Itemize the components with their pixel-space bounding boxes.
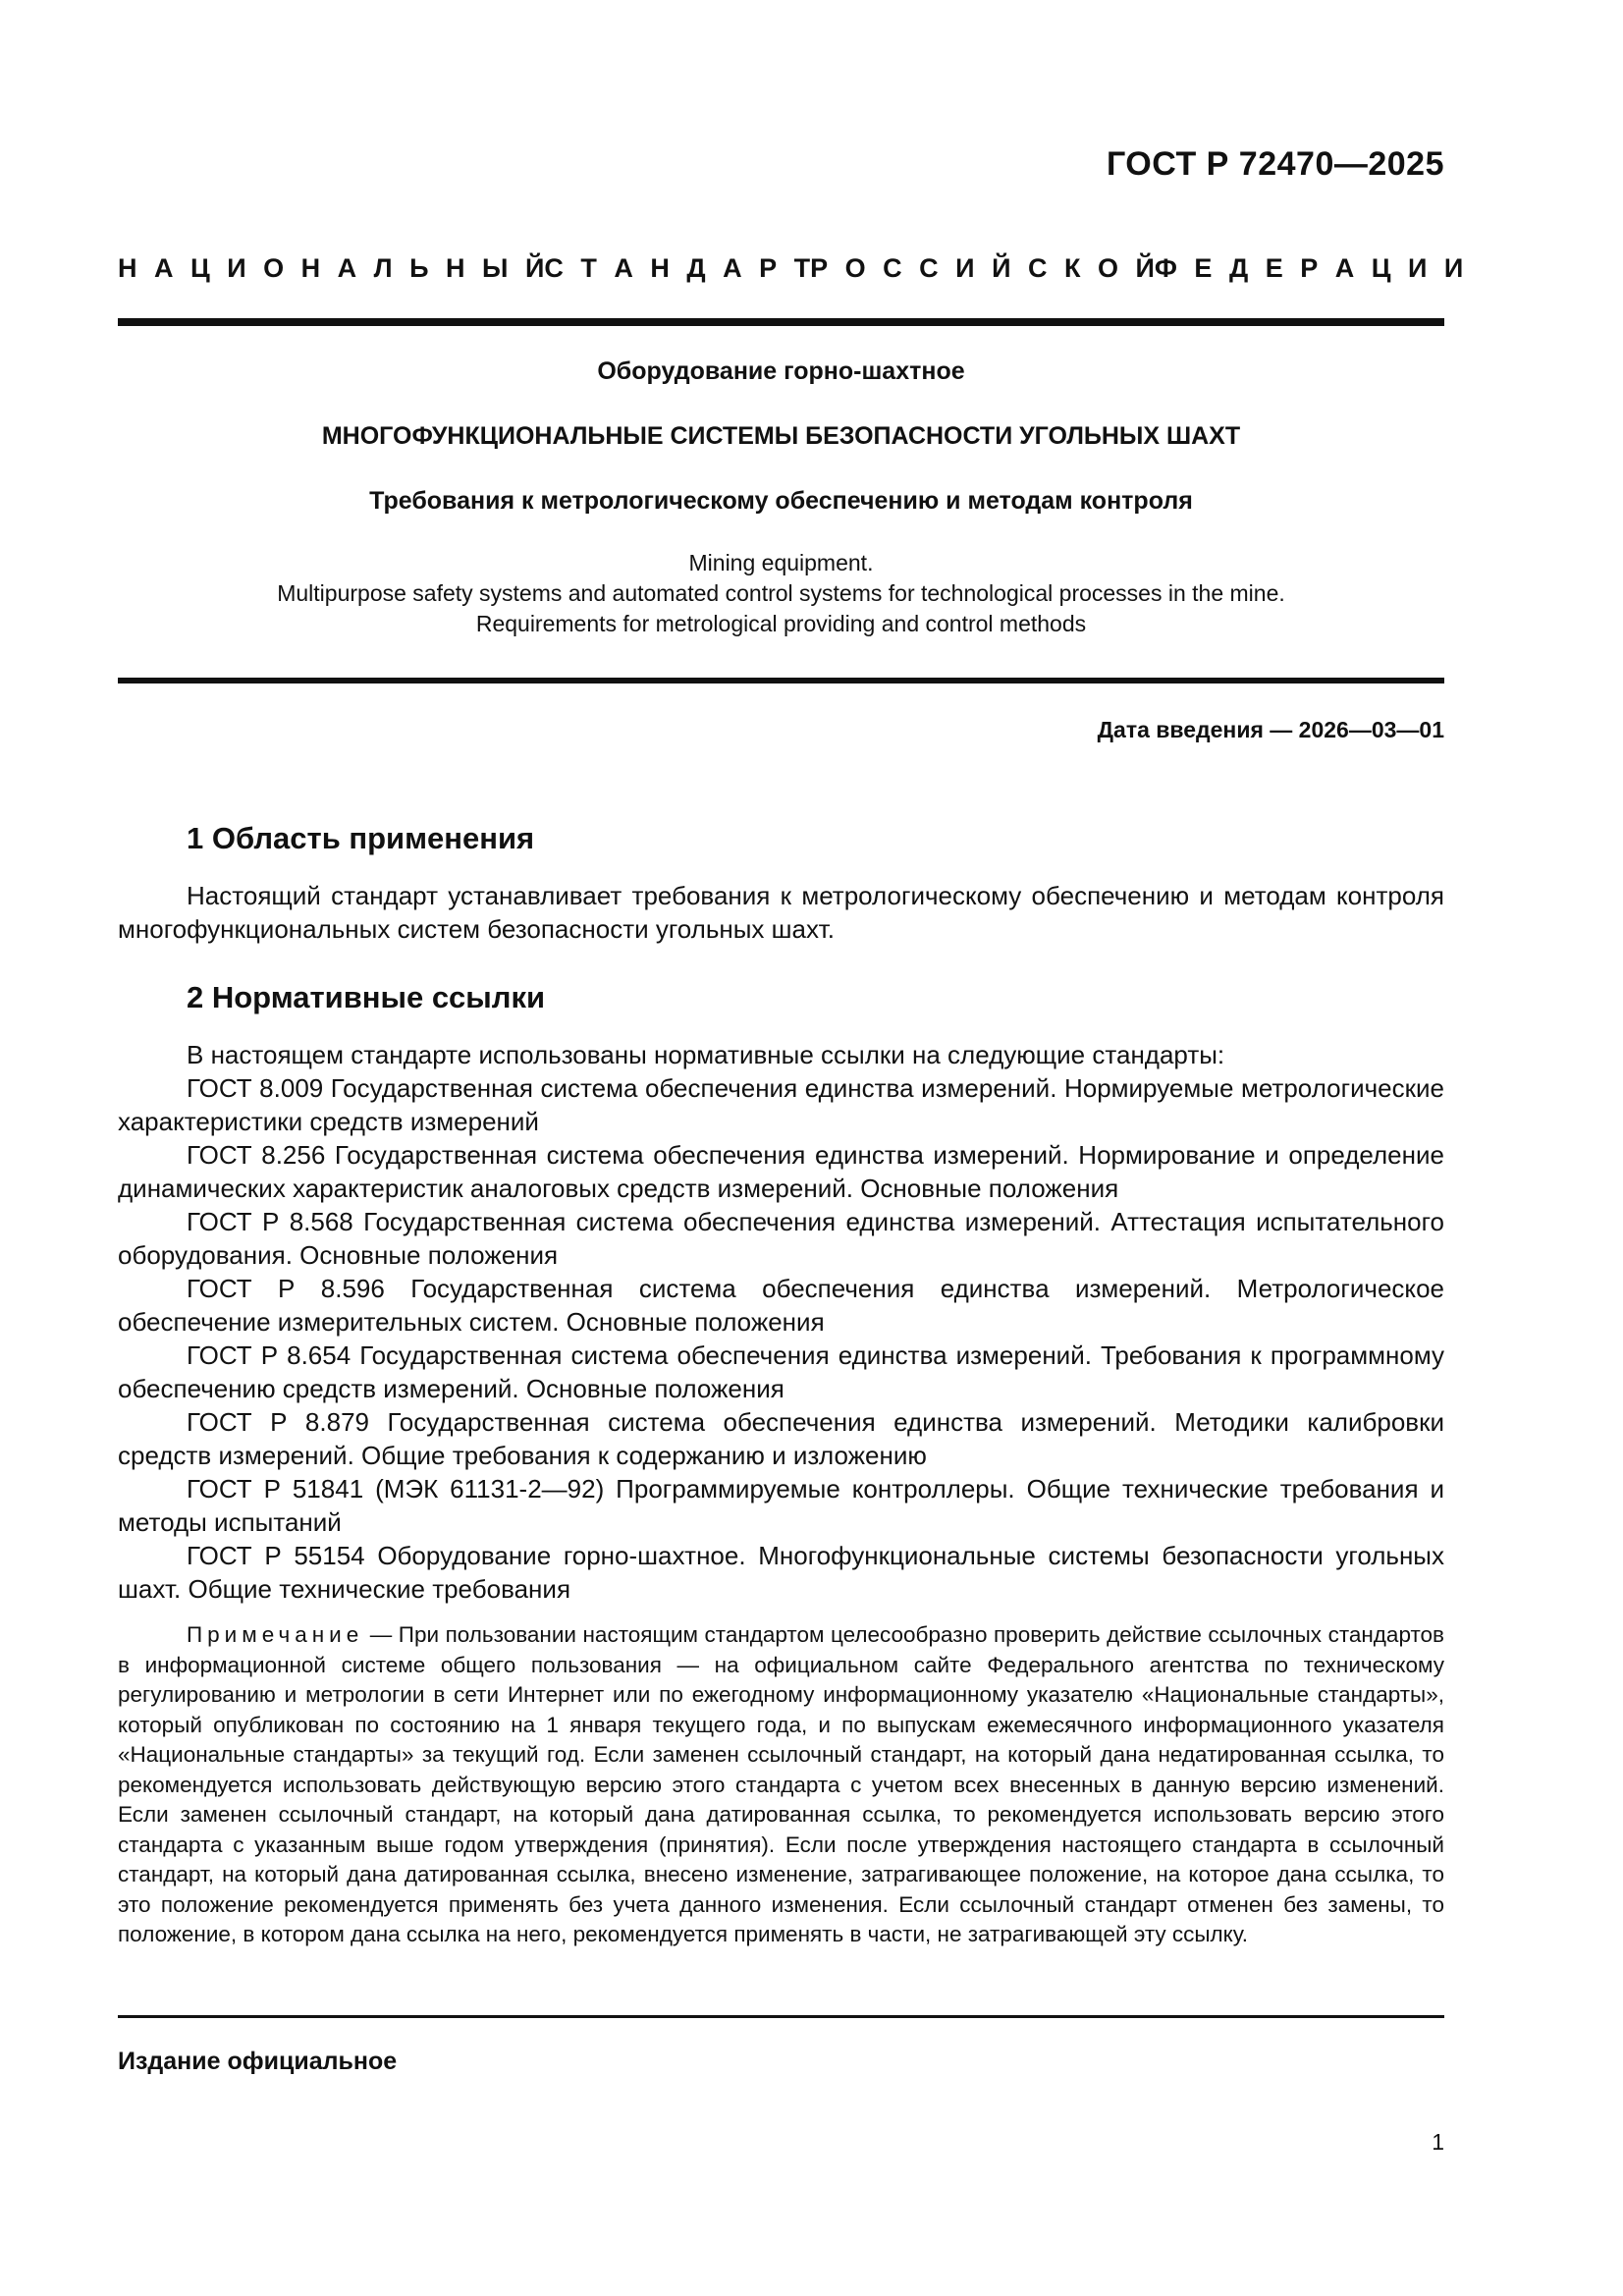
document-title: МНОГОФУНКЦИОНАЛЬНЫЕ СИСТЕМЫ БЕЗОПАСНОСТИ УГОЛЬНЫХ ШАХТ [321, 422, 1241, 450]
banner-letter: Р [810, 253, 829, 283]
banner-word-2 [544, 253, 810, 284]
reference-item: ГОСТ Р 55154 Оборудование горно-шахтное. Многофункциональные системы безопасности угольных шахт. Общие технические требования [118, 1541, 1444, 1604]
standard-designation: ГОСТ Р 72470—2025 [1106, 145, 1444, 183]
reference-item: ГОСТ Р 8.568 Государственная система обеспечения единства измерений. Аттестация испытательного оборудования. Основные положения [118, 1207, 1444, 1270]
banner-letter: Ц [190, 253, 210, 283]
note-text: — При пользовании настоящим стандартом целесообразно проверить действие ссылочных стандартов в информационной системе общего пользования — на официальном сайте Федерального агентства по техническому регулированию и метрологии в сети Интернет или по ежегодному информационному указателю «Национальные стандарты», который опубликован по состоянию на 1 января текущего года, и по выпускам ежемесячного информационного указателя «Национальные стандарты» за текущий год. Если заменен ссылочный стандарт, на который дана недатированная ссылка, то рекомендуется использовать действующую версию этого стандарта с учетом всех внесенных в данную версию изменений. Если заменен ссылочный стандарт, на который дана датированная ссылка, то рекомендуется использовать версию этого стандарта с указанным выше годом утверждения (принятия). Если после утверждения настоящего стандарта в ссылочный стандарт, на который дана датированная ссылка, внесено изменение, затрагивающее положение, на которое дана ссылка, то это положение рекомендуется применять без учета данного изменения. Если ссылочный стандарт отменен без замены, то положение, в котором дана ссылка на него, рекомендуется применять в части, не затрагивающей эту ссылку. [118, 1622, 1444, 1946]
section-1-body [118, 879, 1444, 946]
banner-letter: О [263, 253, 285, 283]
banner-letter: А [723, 253, 742, 283]
banner-word-1 [118, 253, 544, 284]
english-title-line: Multipurpose safety systems and automated control systems for technological processes in the mine. [277, 580, 1285, 606]
banner-letter: А [614, 253, 633, 283]
reference-item: ГОСТ Р 8.654 Государственная система обеспечения единства измерений. Требования к программному обеспечению средств измерений. Основные положения [118, 1340, 1444, 1403]
banner-letter: Н [446, 253, 465, 283]
banner-letter: Ц [1371, 253, 1391, 283]
banner-letter: Д [686, 253, 706, 283]
banner-letter: А [1334, 253, 1355, 283]
banner-letter: С [919, 253, 939, 283]
page-number: 1 [1432, 2129, 1444, 2155]
footer-divider [118, 2015, 1444, 2018]
introduction-date: Дата введения — 2026—03—01 [1097, 717, 1444, 742]
subtitle-top: Оборудование горно-шахтное [597, 357, 965, 385]
banner-letter: Р [1300, 253, 1319, 283]
national-standard-banner [118, 253, 1464, 284]
banner-letter: Т [793, 253, 811, 283]
subtitle-bottom: Требования к метрологическому обеспечению и методам контроля [369, 487, 1193, 515]
banner-letter: Р [759, 253, 778, 283]
banner-letter: Д [1228, 253, 1249, 283]
section-2-intro: В настоящем стандарте использованы нормативные ссылки на следующие стандарты: [187, 1040, 1225, 1069]
banner-letter: А [154, 253, 174, 283]
banner-letter: Ь [409, 253, 429, 283]
note-paragraph [118, 1620, 1444, 1950]
english-title-line: Mining equipment. [688, 550, 874, 575]
reference-item: ГОСТ Р 8.596 Государственная система обеспечения единства измерений. Метрологическое обеспечение измерительных систем. Основные положения [118, 1274, 1444, 1337]
section-2-heading: 2 Нормативные ссылки [187, 980, 546, 1014]
banner-letter: И [227, 253, 246, 283]
title-divider [118, 678, 1444, 683]
note-block [118, 1620, 1444, 1950]
banner-letter: Ф [1154, 253, 1177, 283]
section-1-heading: 1 Область применения [187, 821, 535, 855]
banner-letter: Т [580, 253, 597, 283]
banner-letter: Й [992, 253, 1011, 283]
reference-item: ГОСТ Р 51841 (МЭК 61131-2—92) Программируемые контроллеры. Общие технические требования и методы испытаний [118, 1474, 1444, 1537]
banner-letter: Н [300, 253, 321, 283]
english-title-line: Requirements for metrological providing and control methods [475, 611, 1087, 636]
section-2-body [118, 1038, 1444, 1606]
banner-letter: Й [1135, 253, 1155, 283]
banner-word-4 [1155, 253, 1463, 284]
banner-letter: С [544, 253, 564, 283]
top-divider [118, 318, 1444, 326]
banner-letter: О [844, 253, 866, 283]
reference-item: ГОСТ 8.256 Государственная система обеспечения единства измерений. Нормирование и определение динамических характеристик аналоговых средств измерений. Основные положения [118, 1140, 1444, 1203]
banner-letter: С [1027, 253, 1048, 283]
banner-letter: К [1063, 253, 1081, 283]
note-label: Примечание [187, 1622, 364, 1647]
english-title [118, 548, 1444, 639]
banner-letter: Н [650, 253, 670, 283]
banner-letter: Ы [482, 253, 509, 283]
banner-word-3 [810, 253, 1155, 284]
banner-letter: Е [1265, 253, 1283, 283]
banner-letter: Е [1194, 253, 1213, 283]
banner-letter: Л [373, 253, 393, 283]
banner-letter: И [1407, 253, 1428, 283]
banner-letter: Н [118, 253, 137, 283]
banner-letter: И [955, 253, 975, 283]
banner-letter: О [1097, 253, 1118, 283]
reference-item: ГОСТ Р 8.879 Государственная система обеспечения единства измерений. Методики калибровки средств измерений. Общие требования к содержанию и изложению [118, 1407, 1444, 1470]
banner-letter: И [1443, 253, 1464, 283]
official-edition-label: Издание официальное [118, 2048, 398, 2075]
reference-item: ГОСТ 8.009 Государственная система обеспечения единства измерений. Нормируемые метрологические характеристики средств измерений [118, 1073, 1444, 1136]
banner-letter: Й [524, 253, 545, 283]
banner-letter: А [337, 253, 357, 283]
section-1-paragraph: Настоящий стандарт устанавливает требования к метрологическому обеспечению и методам контроля многофункциональных систем безопасности угольных шахт. [118, 881, 1444, 944]
banner-letter: С [883, 253, 902, 283]
